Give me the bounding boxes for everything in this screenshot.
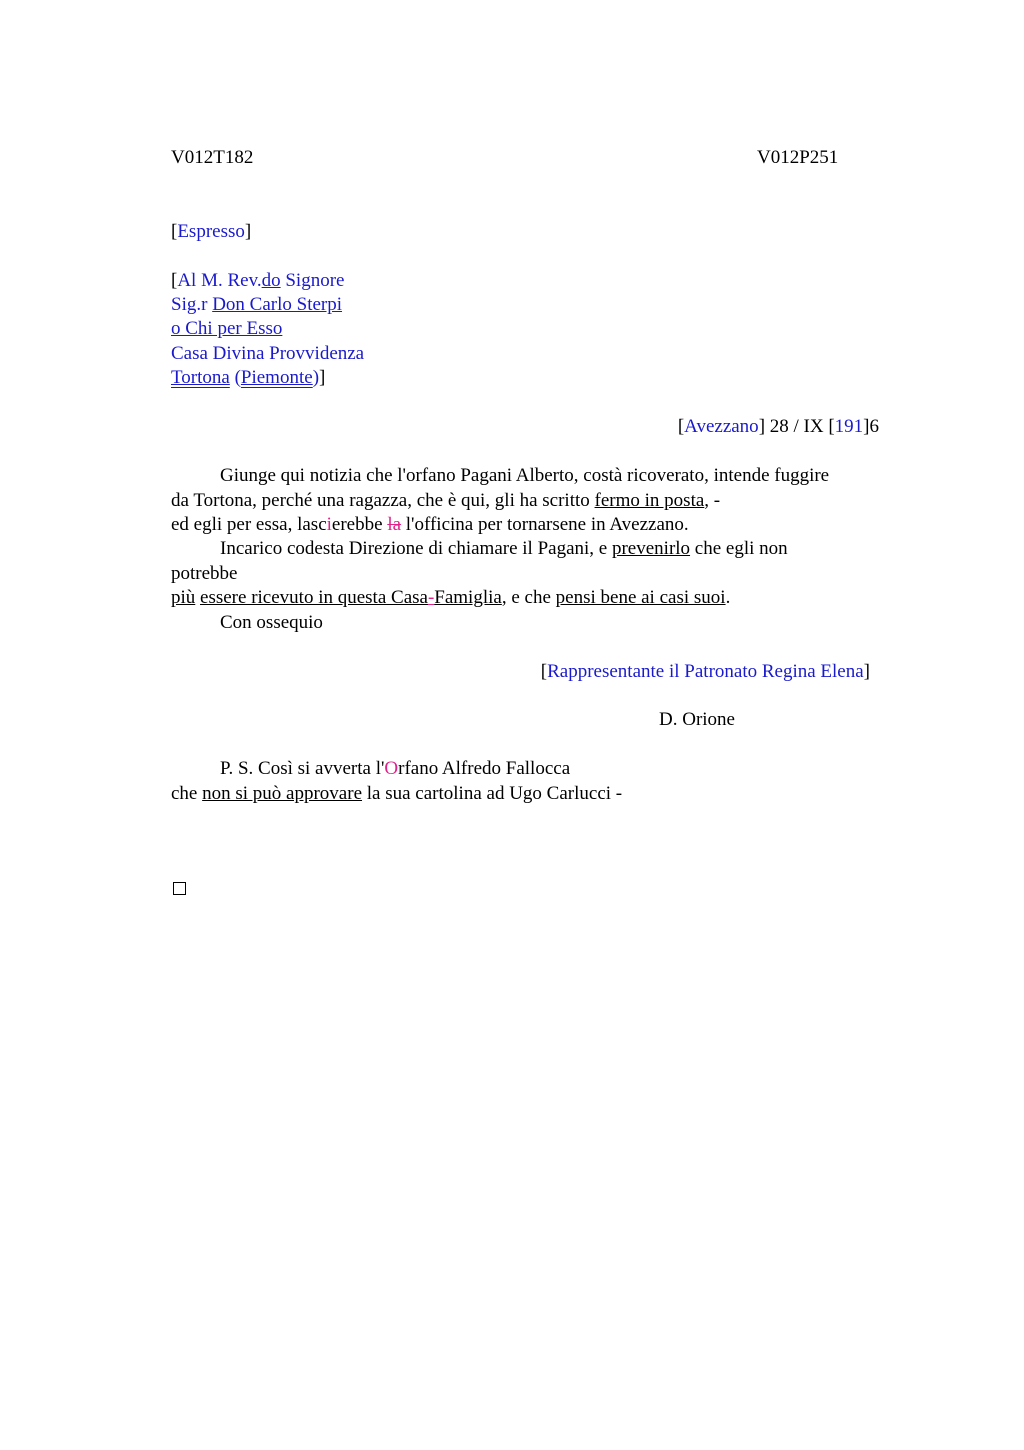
address-line-2 (171, 294, 342, 316)
address-paren-close: ) (312, 367, 320, 388)
text: Incarico codesta Direzione di chiamare il Pagani, e (220, 538, 612, 559)
text: che (171, 783, 203, 804)
body-line-1: Giunge qui notizia che l'orfano Pagani Alberto, costà ricoverato, intende fuggire (220, 465, 830, 486)
text: rfano Alfredo Fallocca (398, 758, 571, 779)
address-salutation: Al M. Rev. (177, 270, 262, 291)
postscript-line-2 (171, 783, 622, 805)
text: ed egli per essa, lasc (171, 514, 327, 535)
body-line-4 (220, 538, 788, 560)
text: da Tortona, perché una ragazza, che è qui, gli ha scritto (171, 490, 595, 511)
espresso-line (171, 221, 251, 243)
text: , e che (501, 587, 556, 608)
underlined-text: più (171, 587, 196, 608)
address-line-1 (171, 270, 344, 292)
bracket: [ (540, 661, 548, 682)
correction-letter: O (384, 758, 399, 779)
bracket: ] (863, 661, 870, 682)
signature-name: D. Orione (659, 709, 735, 730)
body-line-3 (171, 514, 689, 536)
dateline-date: ] 28 / IX [ (758, 416, 835, 437)
espresso-word: Espresso (177, 221, 245, 242)
underlined-text: pensi bene ai casi suoi (555, 587, 726, 608)
closing: Con ossequio (220, 612, 323, 633)
bracket: ] (244, 221, 252, 242)
address-salutation-tail: Signore (280, 270, 345, 291)
address-region: Piemonte (240, 367, 313, 388)
bracket: ] (319, 367, 326, 388)
end-box-icon (173, 882, 186, 895)
dateline-year: 191 (834, 416, 864, 437)
text: P. S. Così si avverta l' (220, 758, 385, 779)
underlined-text: prevenirlo (611, 538, 691, 559)
address-line-5 (171, 367, 325, 389)
underlined-text: Famiglia (434, 587, 502, 608)
signature-role (541, 661, 870, 683)
dateline (678, 416, 879, 438)
text: . (725, 587, 731, 608)
underlined-text: fermo in posta (594, 490, 705, 511)
correction-letter: i (326, 514, 332, 535)
struck-word: la (387, 514, 402, 535)
text: , - (704, 490, 721, 511)
underlined-text: non si può approvare (202, 783, 363, 804)
role-text: Rappresentante il Patronato Regina Elena (547, 661, 864, 682)
dateline-end: ]6 (863, 416, 879, 437)
address-recipient: Don Carlo Sterpi (212, 294, 343, 315)
text: l'officina per tornarsene in Avezzano. (401, 514, 689, 535)
text: la sua cartolina ad Ugo Carlucci - (362, 783, 623, 804)
address-line-4: Casa Divina Provvidenza (171, 343, 365, 364)
body-line-6 (171, 587, 730, 609)
body-line-2 (171, 490, 720, 512)
text: erebbe (331, 514, 388, 535)
address-paren-open: ( (229, 367, 241, 388)
address-line-3: o Chi per Esso (171, 318, 283, 339)
text: che egli non (690, 538, 788, 559)
address-city: Tortona (171, 367, 230, 388)
body-line-5: potrebbe (171, 563, 238, 584)
correction-hyphen: - (427, 587, 435, 608)
underlined-text: essere ricevuto in questa Casa (200, 587, 428, 608)
bracket: [ (171, 221, 178, 242)
bracket: [ (171, 270, 178, 291)
page-code-left: V012T182 (171, 147, 254, 168)
address-salutation-suffix: do (261, 270, 281, 291)
bracket: [ (677, 416, 685, 437)
address-title: Sig.r (171, 294, 213, 315)
dateline-place: Avezzano (684, 416, 759, 437)
page-code-right: V012P251 (757, 147, 839, 168)
postscript-line-1 (220, 758, 570, 780)
